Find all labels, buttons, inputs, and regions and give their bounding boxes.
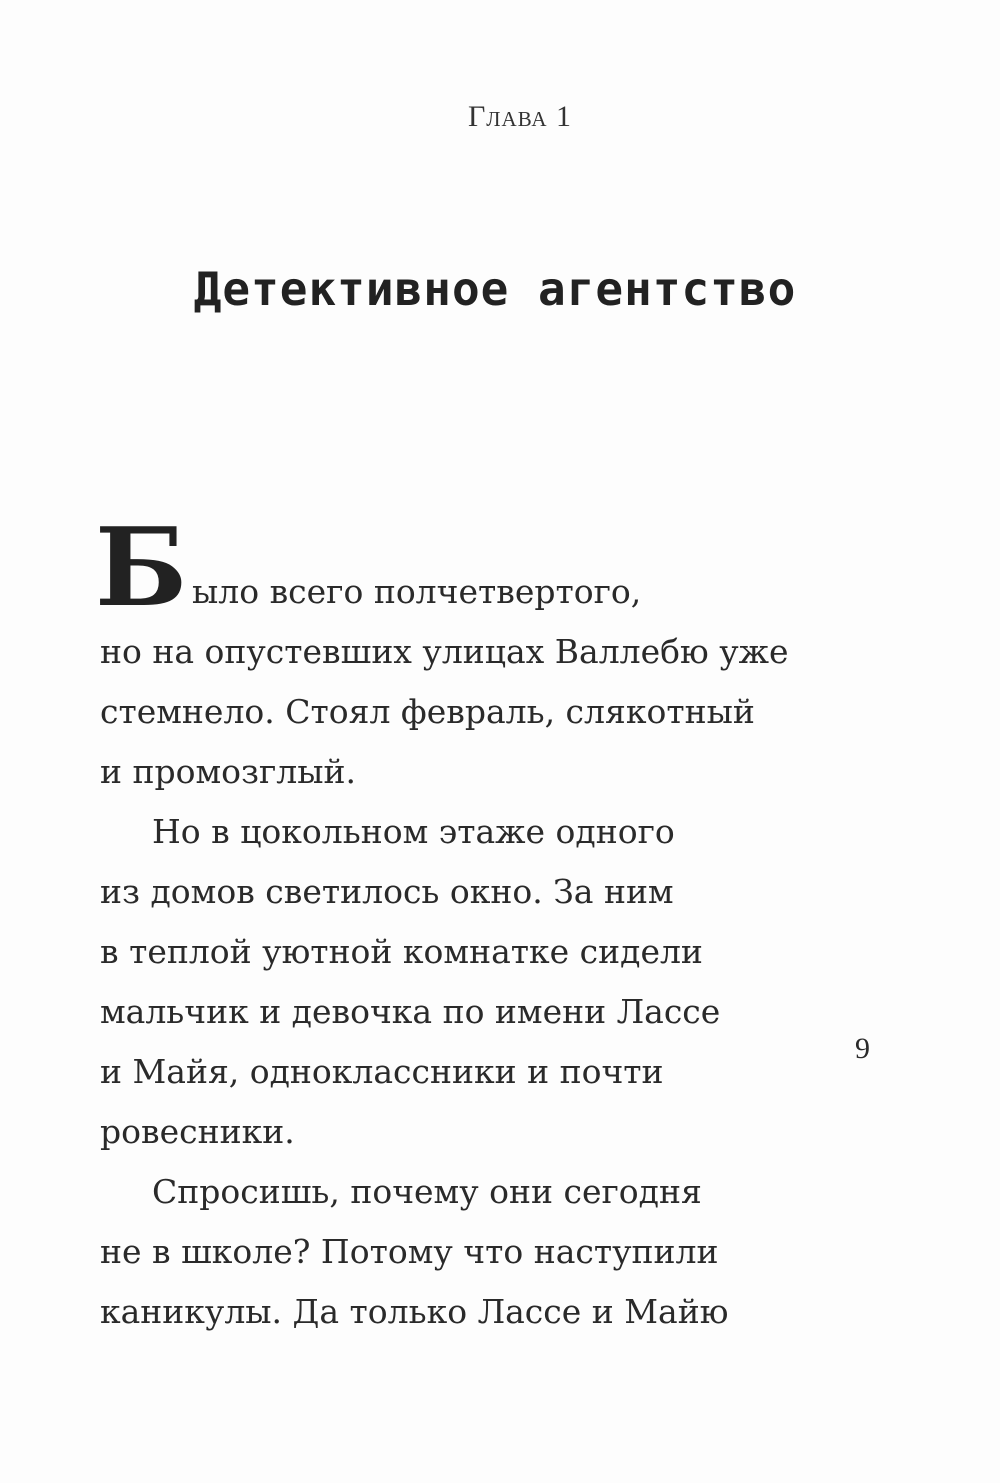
chapter-title: Детективное агентство [193,262,797,316]
text-line: ровесники. [100,1112,295,1151]
text-line: в теплой уютной комнатке сидели [100,932,703,971]
text-line: и Майя, одноклассники и почти [100,1052,664,1091]
text-line: каникулы. Да только Лассе и Майю [100,1292,729,1331]
text-line: из домов светилось окно. За ним [100,872,674,911]
text-line: ыло всего полчетвертого, [192,572,642,611]
text-line: не в школе? Потому что наступили [100,1232,719,1271]
text-line: мальчик и девочка по имени Лассе [100,992,721,1031]
text-line: Спросишь, почему они сегодня [152,1172,702,1211]
text-line: но на опустевших улицах Валлебю уже [100,632,789,671]
text-line: и промозглый. [100,752,357,791]
text-line: Но в цокольном этаже одного [152,812,675,851]
chapter-heading: Глава 1 [467,100,573,133]
drop-cap: Б [95,505,188,631]
page-number: 9 [855,1032,870,1065]
body-text [100,562,920,1342]
text-line: стемнело. Стоял февраль, слякотный [100,692,755,731]
